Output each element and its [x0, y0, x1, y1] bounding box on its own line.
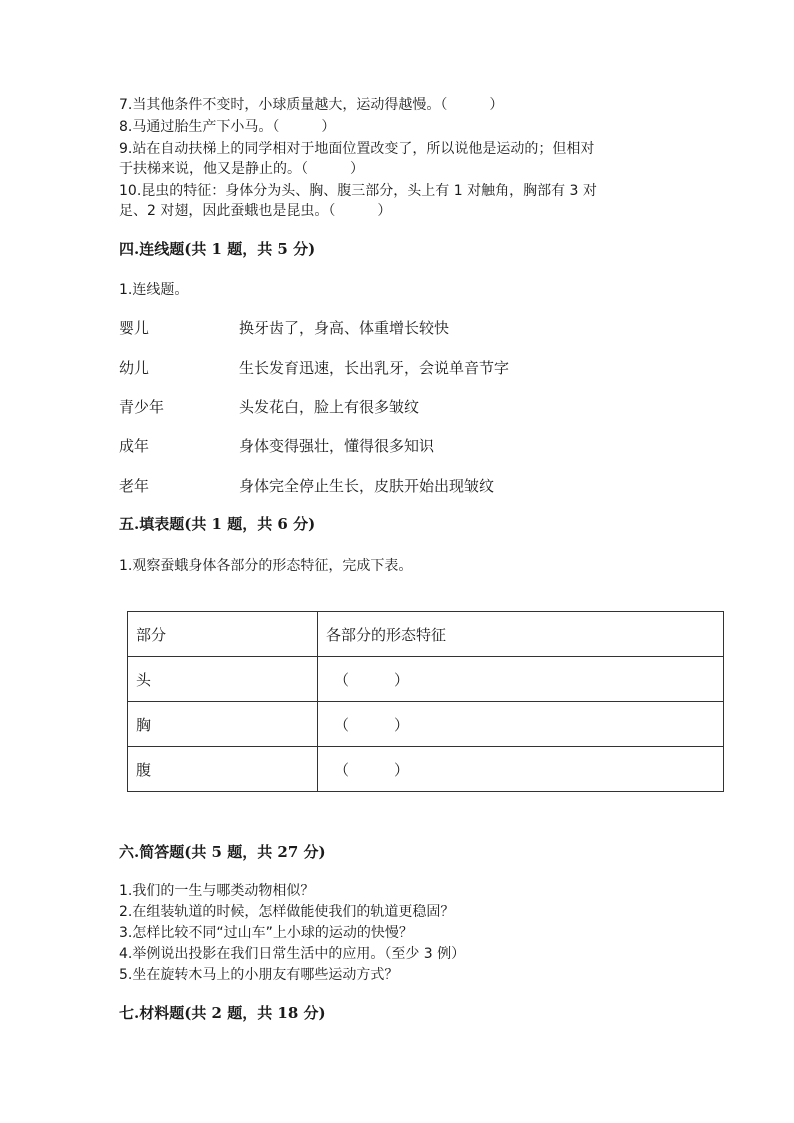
table-cell-answer-blank[interactable]: （ ）	[318, 747, 724, 792]
judge-item-9-line1: 9.站在自动扶梯上的同学相对于地面位置改变了，所以说他是运动的；但相对	[119, 141, 595, 157]
silkmoth-table	[127, 611, 724, 792]
match-right-item: 头发花白，脸上有很多皱纹	[239, 398, 420, 416]
table-cell-answer-blank[interactable]: （ ）	[318, 657, 724, 702]
matching-question: 1.连线题。	[119, 282, 189, 298]
judge-item-7: 7.当其他条件不变时，小球质量越大，运动得越慢。（ ）	[119, 97, 504, 113]
section-title-matching: 四.连线题(共 1 题，共 5 分)	[119, 240, 316, 258]
short-answer-question: 4.举例说出投影在我们日常生活中的应用。（至少 3 例）	[119, 946, 466, 962]
match-right-item: 生长发育迅速，长出乳牙，会说单音节字	[239, 359, 510, 377]
match-right-item: 换牙齿了，身高、体重增长较快	[239, 319, 450, 337]
table-cell-part: 胸	[128, 702, 318, 747]
match-left-item: 青少年	[119, 398, 165, 416]
short-answer-question: 5.坐在旋转木马上的小朋友有哪些运动方式？	[119, 967, 399, 983]
short-answer-question: 3.怎样比较不同“过山车”上小球的运动的快慢？	[119, 925, 413, 941]
table-question: 1.观察蚕蛾身体各部分的形态特征，完成下表。	[119, 558, 413, 574]
match-left-item: 成年	[119, 437, 150, 455]
table-header-cell: 各部分的形态特征	[318, 612, 724, 657]
judge-item-10-line1: 10.昆虫的特征：身体分为头、胸、腹三部分，头上有 1 对触角，胸部有 3 对	[119, 183, 597, 199]
table-cell-answer-blank[interactable]: （ ）	[318, 702, 724, 747]
judge-item-10-line2: 足、2 对翅，因此蚕蛾也是昆虫。（ ）	[119, 203, 392, 219]
table-header-cell: 部分	[128, 612, 318, 657]
short-answer-question: 1.我们的一生与哪类动物相似？	[119, 883, 315, 899]
section-title-short-answer: 六.简答题(共 5 题，共 27 分)	[119, 843, 326, 861]
short-answer-question: 2.在组装轨道的时候，怎样做能使我们的轨道更稳固？	[119, 904, 455, 920]
table-cell-part: 头	[128, 657, 318, 702]
section-title-material: 七.材料题(共 2 题，共 18 分)	[119, 1004, 326, 1022]
table-header-row	[128, 612, 724, 657]
match-right-item: 身体变得强壮，懂得很多知识	[239, 437, 435, 455]
table-row	[128, 702, 724, 747]
match-left-item: 婴儿	[119, 319, 150, 337]
judge-item-8: 8.马通过胎生产下小马。（ ）	[119, 119, 336, 135]
match-left-item: 幼儿	[119, 359, 150, 377]
table-row	[128, 747, 724, 792]
match-left-item: 老年	[119, 477, 150, 495]
section-title-table: 五.填表题(共 1 题，共 6 分)	[119, 515, 316, 533]
table-cell-part: 腹	[128, 747, 318, 792]
table-row	[128, 657, 724, 702]
judge-item-9-line2: 于扶梯来说，他又是静止的。（ ）	[119, 161, 364, 177]
match-right-item: 身体完全停止生长，皮肤开始出现皱纹	[239, 477, 495, 495]
